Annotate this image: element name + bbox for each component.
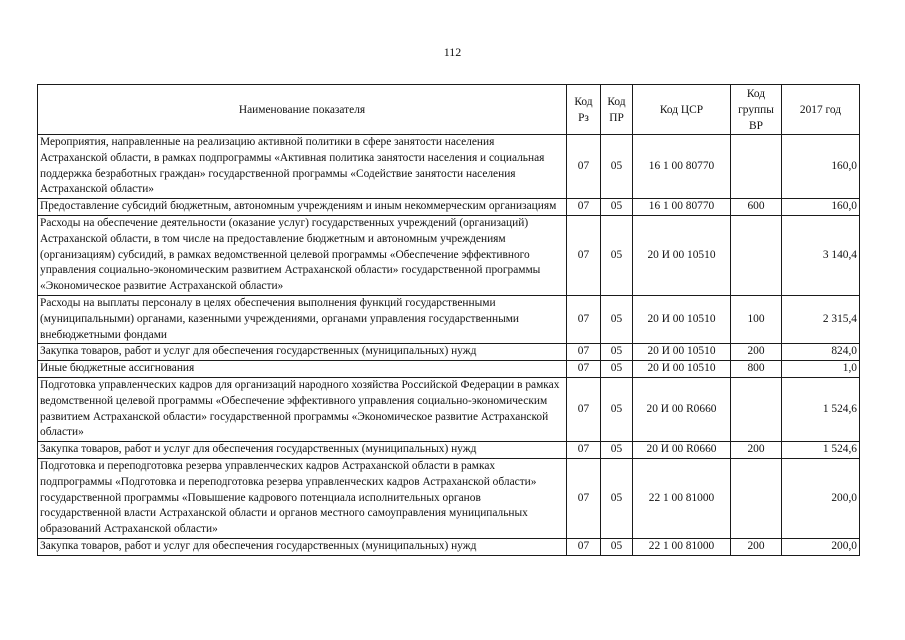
table-row [38, 538, 860, 555]
page-number: 112 [443, 45, 462, 59]
row-vr-cell: 200 [731, 442, 782, 459]
row-name-cell: Закупка товаров, работ и услуг для обеспечения государственных (муниципальных) нужд [38, 344, 567, 361]
row-rz-cell: 07 [567, 377, 601, 441]
row-amount-cell: 1 524,6 [782, 377, 860, 441]
row-name-cell: Предоставление субсидий бюджетным, автономным учреждениям и иным некоммерческим организациям [38, 199, 567, 216]
row-vr-cell: 600 [731, 199, 782, 216]
table-row [38, 377, 860, 441]
table-row [38, 199, 860, 216]
budget-table [37, 84, 860, 556]
row-amount-cell: 3 140,4 [782, 215, 860, 295]
row-csr-cell: 22 1 00 81000 [633, 538, 731, 555]
row-csr-cell: 20 И 00 10510 [633, 361, 731, 378]
table-row [38, 215, 860, 295]
row-csr-cell: 20 И 00 10510 [633, 215, 731, 295]
row-csr-cell: 22 1 00 81000 [633, 458, 731, 538]
header-pr: Код ПР [601, 85, 633, 135]
header-rz: Код Рз [567, 85, 601, 135]
row-amount-cell: 1,0 [782, 361, 860, 378]
row-rz-cell: 07 [567, 135, 601, 199]
row-name-cell: Расходы на обеспечение деятельности (оказание услуг) государственных учреждений (организаций) Астраханской области, в том числе на предоставление бюджетным и автономным учреждениям (организациям) субсидий, в рамках ведомственной целевой программы «Обеспечение эффективного управления социально-экономическим развитием Астраханской области» государственной программы «Экономическое развитие Астраханской области» [38, 215, 567, 295]
header-year: 2017 год [782, 85, 860, 135]
row-rz-cell: 07 [567, 442, 601, 459]
row-amount-cell: 824,0 [782, 344, 860, 361]
table-row [38, 442, 860, 459]
row-pr-cell: 05 [601, 199, 633, 216]
row-amount-cell: 200,0 [782, 458, 860, 538]
table-row [38, 361, 860, 378]
table-row [38, 458, 860, 538]
header-csr: Код ЦСР [633, 85, 731, 135]
row-csr-cell: 16 1 00 80770 [633, 135, 731, 199]
row-name-cell: Расходы на выплаты персоналу в целях обеспечения выполнения функций государственными (муниципальными) органами, казенными учреждениями, органами управления государственными внебюджетными фондами [38, 295, 567, 343]
table-header-row [38, 85, 860, 135]
row-rz-cell: 07 [567, 344, 601, 361]
row-pr-cell: 05 [601, 361, 633, 378]
table-body [38, 135, 860, 556]
row-pr-cell: 05 [601, 295, 633, 343]
row-name-cell: Мероприятия, направленные на реализацию активной политики в сфере занятости населения Астраханской области, в рамках подпрограммы «Активная политика занятости населения и социальная поддержка безработных граждан» государственной программы «Содействие занятости населения Астраханской области» [38, 135, 567, 199]
row-pr-cell: 05 [601, 135, 633, 199]
table-row [38, 344, 860, 361]
row-rz-cell: 07 [567, 199, 601, 216]
row-amount-cell: 160,0 [782, 135, 860, 199]
row-amount-cell: 200,0 [782, 538, 860, 555]
row-name-cell: Подготовка и переподготовка резерва управленческих кадров Астраханской области в рамках подпрограммы «Подготовка и переподготовка резерва управленческих кадров Астраханской области» государственной программы «Повышение кадрового потенциала исполнительных органов государственной власти Астраханской области и органов местного самоуправления муниципальных образований Астраханской области» [38, 458, 567, 538]
row-vr-cell: 800 [731, 361, 782, 378]
row-rz-cell: 07 [567, 538, 601, 555]
row-vr-cell [731, 135, 782, 199]
row-amount-cell: 2 315,4 [782, 295, 860, 343]
row-vr-cell [731, 215, 782, 295]
row-amount-cell: 1 524,6 [782, 442, 860, 459]
header-vr: Код группы ВР [731, 85, 782, 135]
table-row [38, 295, 860, 343]
row-rz-cell: 07 [567, 215, 601, 295]
row-vr-cell [731, 458, 782, 538]
row-csr-cell: 16 1 00 80770 [633, 199, 731, 216]
row-pr-cell: 05 [601, 344, 633, 361]
row-csr-cell: 20 И 00 10510 [633, 344, 731, 361]
row-csr-cell: 20 И 00 R0660 [633, 377, 731, 441]
row-name-cell: Подготовка управленческих кадров для организаций народного хозяйства Российской Федерации в рамках ведомственной целевой программы «Обеспечение эффективного управления социально-экономическим развитием Астраханской области» государственной программы «Экономическое развитие Астраханской области» [38, 377, 567, 441]
row-amount-cell: 160,0 [782, 199, 860, 216]
row-csr-cell: 20 И 00 R0660 [633, 442, 731, 459]
table-row [38, 135, 860, 199]
header-name: Наименование показателя [38, 85, 567, 135]
row-name-cell: Закупка товаров, работ и услуг для обеспечения государственных (муниципальных) нужд [38, 538, 567, 555]
row-csr-cell: 20 И 00 10510 [633, 295, 731, 343]
row-rz-cell: 07 [567, 361, 601, 378]
row-rz-cell: 07 [567, 295, 601, 343]
row-pr-cell: 05 [601, 377, 633, 441]
row-vr-cell: 100 [731, 295, 782, 343]
row-pr-cell: 05 [601, 458, 633, 538]
row-pr-cell: 05 [601, 538, 633, 555]
row-vr-cell [731, 377, 782, 441]
row-vr-cell: 200 [731, 538, 782, 555]
row-pr-cell: 05 [601, 215, 633, 295]
row-name-cell: Иные бюджетные ассигнования [38, 361, 567, 378]
row-vr-cell: 200 [731, 344, 782, 361]
row-name-cell: Закупка товаров, работ и услуг для обеспечения государственных (муниципальных) нужд [38, 442, 567, 459]
row-rz-cell: 07 [567, 458, 601, 538]
row-pr-cell: 05 [601, 442, 633, 459]
